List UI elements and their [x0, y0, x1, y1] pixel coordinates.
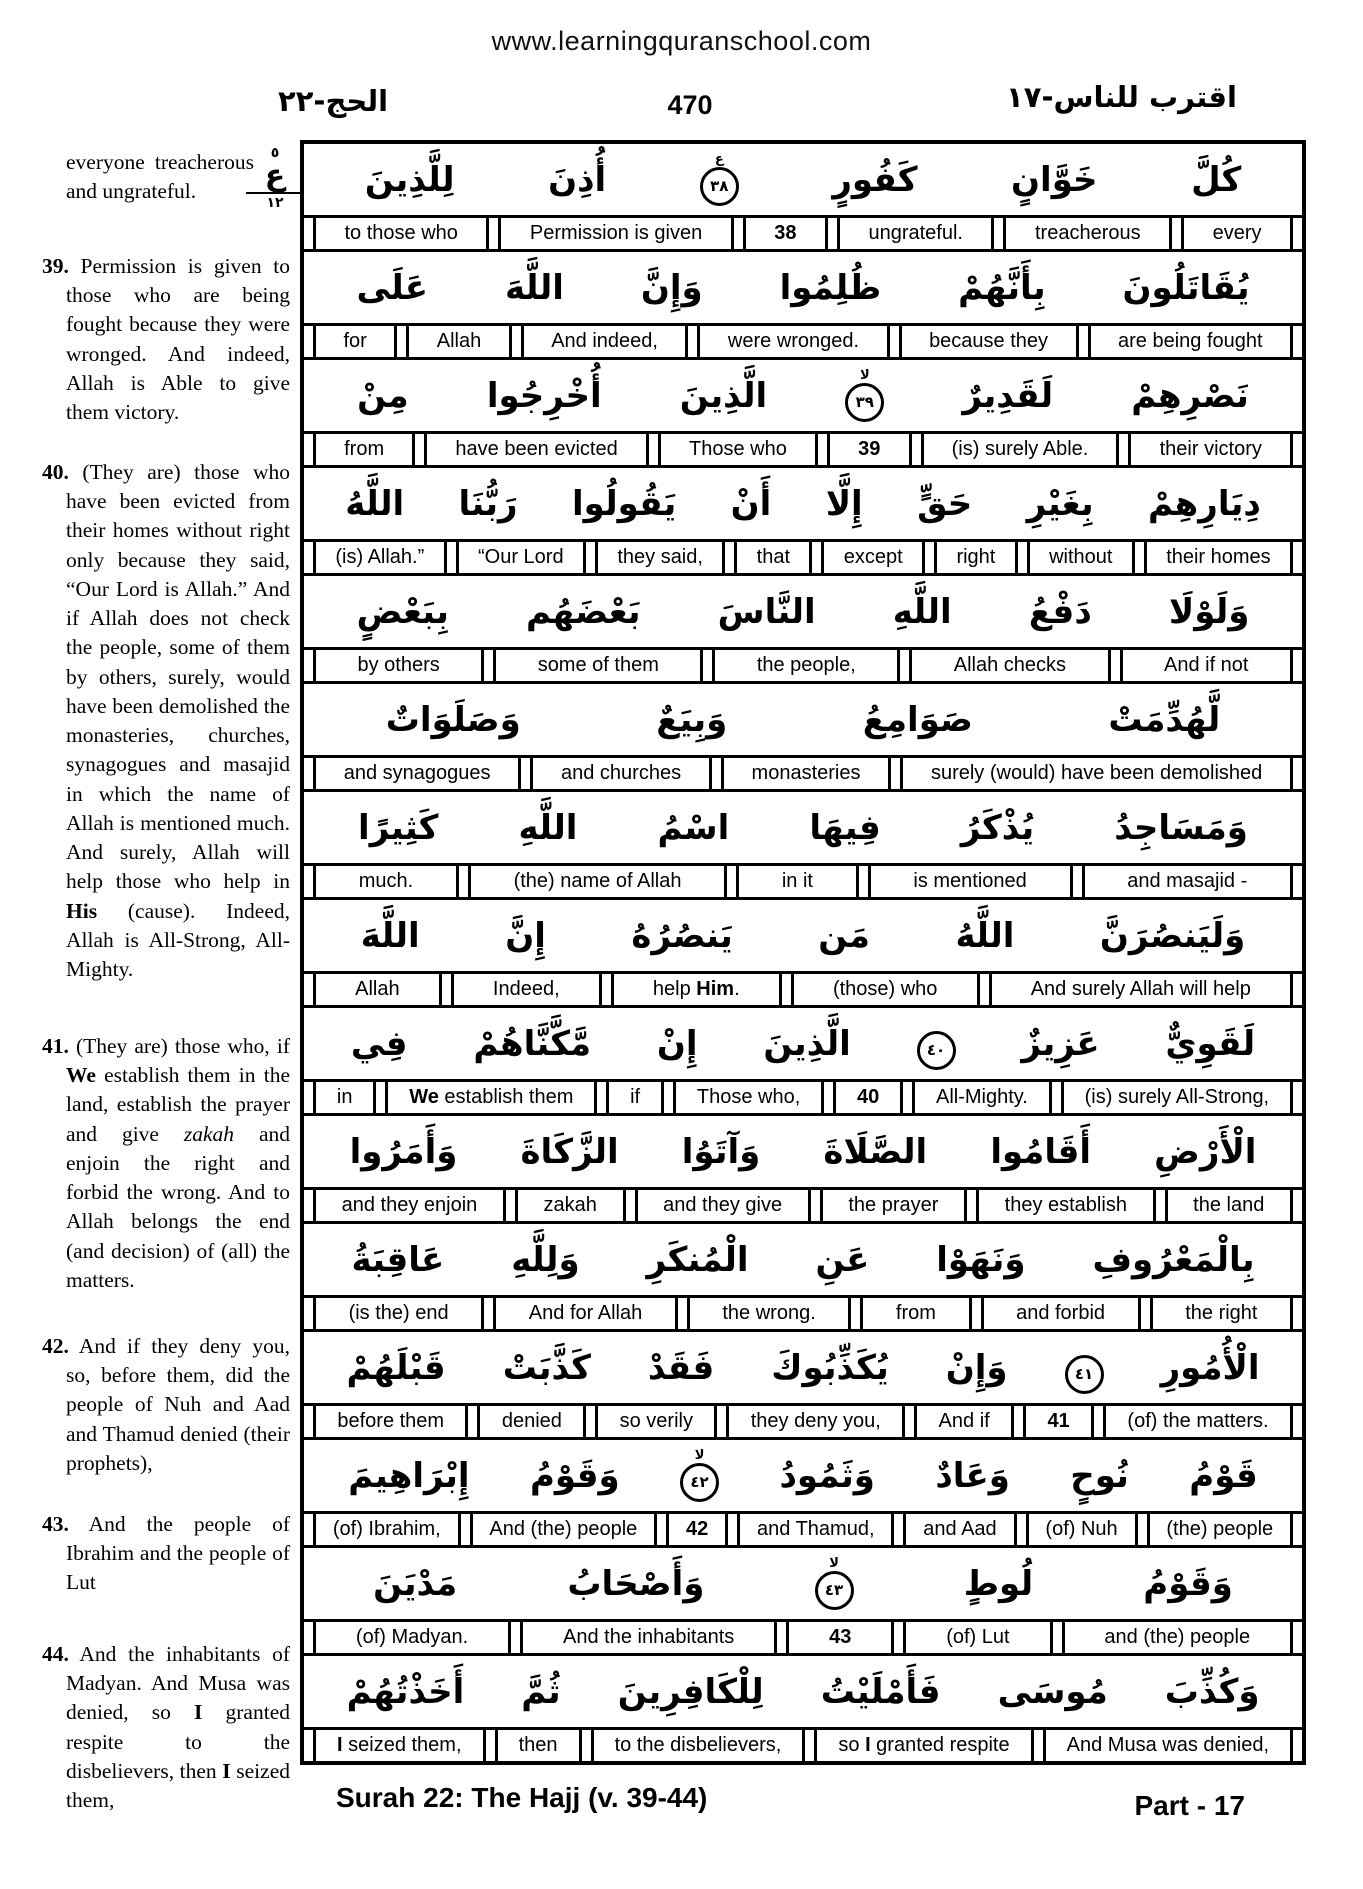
arabic-row — [304, 1548, 1302, 1619]
translation-row — [304, 863, 1302, 900]
arabic-word: مُوسَى — [997, 1671, 1108, 1712]
arabic-word: وَكُذِّبَ — [1164, 1671, 1260, 1712]
arabic-word: اللَّهُ — [955, 915, 1015, 956]
verse-number-circle: ٤١ — [1065, 1355, 1104, 1394]
arabic-word: الزَّكَاةَ — [520, 1131, 619, 1172]
juz-name-arabic: اقترب للناس-١٧ — [1006, 80, 1237, 114]
translation-cell: much. — [313, 866, 459, 897]
translation-cell: to the disbelievers, — [591, 1730, 806, 1761]
translation-cell: and they give — [635, 1190, 811, 1221]
translation-row — [304, 755, 1302, 792]
translation-cell: zakah — [515, 1190, 626, 1221]
translation-cell: because they — [899, 326, 1079, 357]
arabic-word: قَوْمُ — [1189, 1455, 1258, 1496]
translation-cell: by others — [313, 650, 484, 681]
arabic-word: كَفُورٍ — [832, 159, 918, 200]
word-table — [300, 140, 1306, 1765]
translation-cell: And the inhabitants — [520, 1622, 777, 1653]
translation-row — [304, 1295, 1302, 1332]
ruku-number: ١٢ — [246, 192, 304, 210]
translation-cell: 43 — [786, 1622, 894, 1653]
translation-cell: And for Allah — [493, 1298, 678, 1329]
translation-cell: (of) Madyan. — [313, 1622, 511, 1653]
verse-paragraph: 40. (They are) those who have been evicted from their homes without right only because they said, “Our Lord is Allah.” And if Allah does not check the people, some of them by others, surely, would have been demolished the monasteries, churches, synagogues and masajid in which the name of Allah is mentioned much. And surely, Allah will help those who help in His (cause). Indeed, Allah is All-Strong, All-Mighty. — [42, 460, 290, 981]
arabic-word: لَقَوِيٌّ — [1165, 1023, 1256, 1064]
arabic-word: عَلَى — [356, 267, 429, 308]
translation-cell: and masajid - — [1082, 866, 1293, 897]
translation-cell: “Our Lord — [456, 542, 586, 573]
translation-cell: the people, — [712, 650, 900, 681]
translation-cell: so verily — [595, 1406, 717, 1437]
arabic-word: اللَّهَ — [504, 267, 564, 308]
verse-marker — [700, 153, 739, 206]
translation-cell: And if not — [1120, 650, 1293, 681]
verse-marker — [845, 369, 884, 422]
arabic-word: لُوطٍ — [963, 1563, 1034, 1604]
arabic-word: وَلَيَنصُرَنَّ — [1099, 915, 1246, 956]
arabic-word: الْمُنكَرِ — [646, 1239, 749, 1280]
verse-number: 41. — [42, 1034, 69, 1058]
arabic-word: اللَّهِ — [518, 807, 578, 848]
arabic-row — [304, 792, 1302, 863]
arabic-word: صَوَامِعُ — [862, 699, 973, 740]
translation-cell: some of them — [493, 650, 703, 681]
verse-number-circle: ٣٨ — [700, 167, 739, 206]
arabic-word: مَّكَّنَّاهُمْ — [473, 1023, 592, 1064]
translation-cell: Allah — [313, 974, 442, 1005]
translation-cell: in — [313, 1082, 376, 1113]
translation-cell: We establish them — [385, 1082, 597, 1113]
ain-mark-icon: ع — [264, 158, 286, 193]
translation-row — [304, 431, 1302, 468]
translation-row — [304, 1727, 1302, 1761]
arabic-word: وَقَوْمُ — [1143, 1563, 1233, 1604]
arabic-word: خَوَّانٍ — [1011, 159, 1098, 200]
translation-cell: treacherous — [1003, 218, 1172, 249]
translation-row — [304, 539, 1302, 576]
arabic-word: مَدْيَنَ — [373, 1563, 458, 1604]
verse-marker — [680, 1449, 719, 1502]
translation-cell: And Musa was denied, — [1043, 1730, 1293, 1761]
verse-paragraph: 42. And if they deny you, so, before them, did the people of Nuh and Aad and Thamud denied (their prophets), — [42, 1334, 290, 1475]
arabic-word: عَاقِبَةُ — [351, 1239, 445, 1280]
site-url: www.learningquranschool.com — [491, 26, 872, 56]
arabic-row — [304, 252, 1302, 323]
verse-number: 42. — [42, 1334, 69, 1358]
arabic-word: وَمَسَاجِدُ — [1114, 807, 1248, 848]
arabic-word: إِلَّا — [825, 483, 863, 524]
translation-cell: were wronged. — [697, 326, 889, 357]
arabic-row — [304, 1332, 1302, 1403]
arabic-word: فِيهَا — [809, 807, 881, 848]
translation-cell: the land — [1165, 1190, 1293, 1221]
translation-cell: And if — [914, 1406, 1014, 1437]
arabic-row — [304, 360, 1302, 431]
translation-cell: 39 — [827, 434, 912, 465]
arabic-word: إِنْ — [656, 1023, 698, 1064]
arabic-word: يُكَذِّبُوكَ — [771, 1347, 889, 1388]
translation-cell: (the) people — [1147, 1514, 1293, 1545]
arabic-row — [304, 684, 1302, 755]
translation-cell: I seized them, — [313, 1730, 486, 1761]
arabic-row — [304, 1440, 1302, 1511]
arabic-word: لَّهُدِّمَتْ — [1108, 699, 1221, 740]
arabic-word: وَصَلَوَاتٌ — [385, 699, 521, 740]
arabic-word: لِلَّذِينَ — [364, 159, 455, 200]
verse-paragraph: 41. (They are) those who, if We establish them in the land, establish the prayer and give zakah and enjoin the right and forbid the wrong. And to Allah belongs the end (and decision) of (all) the matters. — [42, 1034, 290, 1292]
arabic-word: الصَّلَاةَ — [823, 1131, 928, 1172]
arabic-word: الَّذِينَ — [679, 375, 768, 416]
arabic-word: ظُلِمُوا — [779, 267, 882, 308]
arabic-row — [304, 468, 1302, 539]
verse-number: 39. — [42, 254, 69, 278]
arabic-word: عَزِيزٌ — [1021, 1023, 1100, 1064]
translation-cell: 41 — [1023, 1406, 1094, 1437]
verse-marker — [917, 1017, 956, 1070]
translation-cell: the wrong. — [687, 1298, 852, 1329]
arabic-word: الْأَرْضِ — [1154, 1131, 1257, 1172]
arabic-word: يُذْكَرُ — [960, 807, 1035, 848]
translation-cell: and churches — [530, 758, 712, 789]
translation-cell: every — [1181, 218, 1293, 249]
arabic-word: دِيَارِهِمْ — [1148, 483, 1261, 524]
arabic-word: كَثِيرًا — [358, 807, 439, 848]
translation-cell: denied — [477, 1406, 586, 1437]
arabic-word: كَذَّبَتْ — [502, 1347, 591, 1388]
translation-cell: (of) Ibrahim, — [313, 1514, 461, 1545]
arabic-word: وَأَمَرُوا — [349, 1131, 458, 1172]
translation-cell: All-Mighty. — [912, 1082, 1052, 1113]
translation-cell: and Aad — [903, 1514, 1016, 1545]
translation-cell: before them — [313, 1406, 468, 1437]
translation-cell: and forbid — [981, 1298, 1141, 1329]
verse-number: 44. — [42, 1642, 69, 1666]
arabic-row — [304, 1116, 1302, 1187]
verse-number: 43. — [42, 1512, 69, 1536]
verse-paragraph: everyone treacherous and ungrateful. — [66, 150, 254, 204]
surah-name-arabic: الحج-٢٢ — [278, 84, 389, 118]
translation-cell: they establish — [976, 1190, 1156, 1221]
arabic-word: إِنَّ — [505, 915, 546, 956]
translation-cell: right — [934, 542, 1018, 573]
arabic-word: فَأَمْلَيْتُ — [820, 1671, 941, 1712]
arabic-word: وَلِلَّهِ — [511, 1239, 580, 1280]
arabic-word: عَنِ — [815, 1239, 870, 1280]
translation-row — [304, 1403, 1302, 1440]
arabic-word: أَخَذْتُهُمْ — [346, 1671, 465, 1712]
translation-cell: (of) the matters. — [1103, 1406, 1293, 1437]
arabic-word: وَقَوْمُ — [529, 1455, 620, 1496]
pause-mark: لا — [859, 368, 870, 383]
translation-cell: to those who — [313, 218, 489, 249]
translation-cell: (those) who — [791, 974, 980, 1005]
translation-row — [304, 647, 1302, 684]
verse-number: 40. — [42, 460, 69, 484]
translation-cell: so I granted respite — [814, 1730, 1033, 1761]
translation-cell: and (the) people — [1062, 1622, 1294, 1653]
arabic-word: وَبِيَعٌ — [656, 699, 728, 740]
translation-cell: Allah — [406, 326, 511, 357]
translation-row — [304, 1187, 1302, 1224]
verse-paragraph: 43. And the people of Ibrahim and the people of Lut — [42, 1512, 290, 1595]
translation-cell: (of) Lut — [903, 1622, 1052, 1653]
translation-cell: except — [821, 542, 925, 573]
translation-cell: their homes — [1144, 542, 1293, 573]
arabic-word: وَإِنْ — [945, 1347, 1008, 1388]
arabic-word: اللَّهَ — [360, 915, 420, 956]
translation-cell: 42 — [666, 1514, 728, 1545]
translation-cell: that — [734, 542, 812, 573]
arabic-word: اسْمُ — [657, 807, 730, 848]
verse-number-circle: ٤٣ — [815, 1571, 854, 1610]
translation-cell: (is) Allah.” — [313, 542, 447, 573]
translation-cell: 40 — [833, 1082, 903, 1113]
translation-cell: Permission is given — [498, 218, 733, 249]
translation-row — [304, 323, 1302, 360]
arabic-word: مَن — [818, 915, 870, 956]
footer-part-label: Part - 17 — [1134, 1790, 1245, 1821]
arabic-word: فِي — [350, 1023, 408, 1064]
arabic-word: وَآتَوُا — [681, 1131, 761, 1172]
translation-cell: they said, — [595, 542, 725, 573]
translation-cell: 38 — [743, 218, 828, 249]
translation-cell: if — [606, 1082, 664, 1113]
pause-mark: لا — [694, 1448, 705, 1463]
translation-cell: ungrateful. — [837, 218, 995, 249]
translation-cell: and synagogues — [313, 758, 521, 789]
arabic-word: بِغَيْرِ — [1026, 483, 1094, 524]
translation-cell: without — [1027, 542, 1135, 573]
arabic-row — [304, 1008, 1302, 1079]
arabic-word: الْأُمُورِ — [1160, 1347, 1260, 1388]
arabic-word: حَقٍّ — [917, 483, 973, 524]
arabic-row — [304, 144, 1302, 215]
arabic-word: أَقَامُوا — [990, 1131, 1092, 1172]
translation-cell: have been evicted — [424, 434, 649, 465]
arabic-word: كُلَّ — [1191, 159, 1242, 200]
arabic-word: إِبْرَاهِيمَ — [348, 1455, 470, 1496]
arabic-word: دَفْعُ — [1028, 591, 1092, 632]
arabic-word: بِأَنَّهُمْ — [958, 267, 1046, 308]
translation-row — [304, 1619, 1302, 1656]
translation-cell: the right — [1150, 1298, 1293, 1329]
translation-cell: and Thamud, — [737, 1514, 894, 1545]
arabic-word: مِنْ — [357, 375, 409, 416]
arabic-word: الَّذِينَ — [763, 1023, 851, 1064]
translation-row — [304, 1511, 1302, 1548]
translation-cell: Those who — [658, 434, 818, 465]
arabic-word: وَلَوْلَا — [1168, 591, 1250, 632]
arabic-word: وَأَصْحَابُ — [567, 1563, 705, 1604]
translation-cell: (is the) end — [313, 1298, 484, 1329]
translation-cell: (the) name of Allah — [468, 866, 727, 897]
verse-number-circle: ٤٠ — [917, 1031, 956, 1070]
verse-marker — [1065, 1341, 1104, 1394]
ruku-count: ٥ — [270, 145, 280, 161]
arabic-word: النَّاسَ — [717, 591, 816, 632]
arabic-row — [304, 1656, 1302, 1727]
translation-cell: in it — [736, 866, 859, 897]
arabic-word: اللَّهُ — [345, 483, 405, 524]
arabic-word: نَصْرِهِمْ — [1131, 375, 1249, 416]
translation-cell: they deny you, — [726, 1406, 905, 1437]
translation-row — [304, 215, 1302, 252]
arabic-word: قَبْلَهُمْ — [346, 1347, 446, 1388]
translation-cell: and they enjoin — [313, 1190, 506, 1221]
translation-cell: Indeed, — [451, 974, 602, 1005]
arabic-row — [304, 900, 1302, 971]
pause-mark: ع — [714, 152, 724, 167]
arabic-word: أُذِنَ — [548, 159, 607, 200]
arabic-word: بِالْمَعْرُوفِ — [1092, 1239, 1255, 1280]
page-number: 470 — [667, 90, 713, 120]
translation-cell: help Him. — [611, 974, 782, 1005]
arabic-word: يَنصُرُهُ — [631, 915, 733, 956]
translation-column — [42, 140, 292, 1813]
translation-cell: (of) Nuh — [1026, 1514, 1138, 1545]
translation-cell: (is) surely Able. — [921, 434, 1120, 465]
footer-surah-label: Surah 22: The Hajj (v. 39-44) — [336, 1782, 708, 1813]
verse-number-circle: ٣٩ — [845, 383, 884, 422]
translation-cell: from — [860, 1298, 971, 1329]
verse-marker — [815, 1557, 854, 1610]
translation-cell: from — [313, 434, 415, 465]
arabic-row — [304, 1224, 1302, 1295]
translation-cell: And surely Allah will help — [989, 974, 1293, 1005]
verse-number-circle: ٤٢ — [680, 1463, 719, 1502]
arabic-word: نُوحٍ — [1070, 1455, 1129, 1496]
arabic-word: يُقَاتَلُونَ — [1122, 267, 1250, 308]
translation-cell: for — [313, 326, 397, 357]
translation-cell: monasteries — [721, 758, 891, 789]
arabic-word: بِبَعْضٍ — [356, 591, 449, 632]
translation-cell: are being fought — [1088, 326, 1294, 357]
arabic-word: لِلْكَافِرِينَ — [617, 1671, 764, 1712]
arabic-word: أُخْرِجُوا — [486, 375, 602, 416]
arabic-word: وَعَادٌ — [935, 1455, 1010, 1496]
translation-row — [304, 1079, 1302, 1116]
arabic-word: وَنَهَوْا — [936, 1239, 1026, 1280]
arabic-word: وَإِنَّ — [640, 267, 703, 308]
translation-cell: their victory — [1128, 434, 1293, 465]
translation-cell: Those who, — [673, 1082, 824, 1113]
arabic-word: رَبُّنَا — [458, 483, 518, 524]
verse-paragraph: 44. And the inhabitants of Madyan. And Musa was denied, so I granted respite to the disbelievers, then I seized them, — [42, 1642, 290, 1813]
translation-row — [304, 971, 1302, 1008]
translation-cell: is mentioned — [868, 866, 1073, 897]
arabic-word: يَقُولُوا — [571, 483, 677, 524]
arabic-row — [304, 576, 1302, 647]
arabic-word: وَثَمُودُ — [779, 1455, 875, 1496]
translation-cell: then — [495, 1730, 582, 1761]
arabic-word: أَنْ — [730, 483, 772, 524]
arabic-word: فَقَدْ — [647, 1347, 715, 1388]
arabic-word: لَقَدِيرٌ — [962, 375, 1054, 416]
translation-cell: surely (would) have been demolished — [900, 758, 1293, 789]
pause-mark: لا — [829, 1556, 839, 1571]
translation-cell: (is) surely All-Strong, — [1061, 1082, 1293, 1113]
arabic-word: اللَّهِ — [892, 591, 952, 632]
translation-cell: And (the) people — [470, 1514, 658, 1545]
translation-cell: Allah checks — [909, 650, 1110, 681]
translation-cell: And indeed, — [521, 326, 689, 357]
verse-paragraph: 39. Permission is given to those who are being fought because they were wronged. And indeed, Allah is Able to give them victory. — [42, 254, 290, 425]
arabic-word: بَعْضَهُم — [525, 591, 641, 632]
translation-cell: the prayer — [820, 1190, 967, 1221]
arabic-word: ثُمَّ — [521, 1671, 561, 1712]
